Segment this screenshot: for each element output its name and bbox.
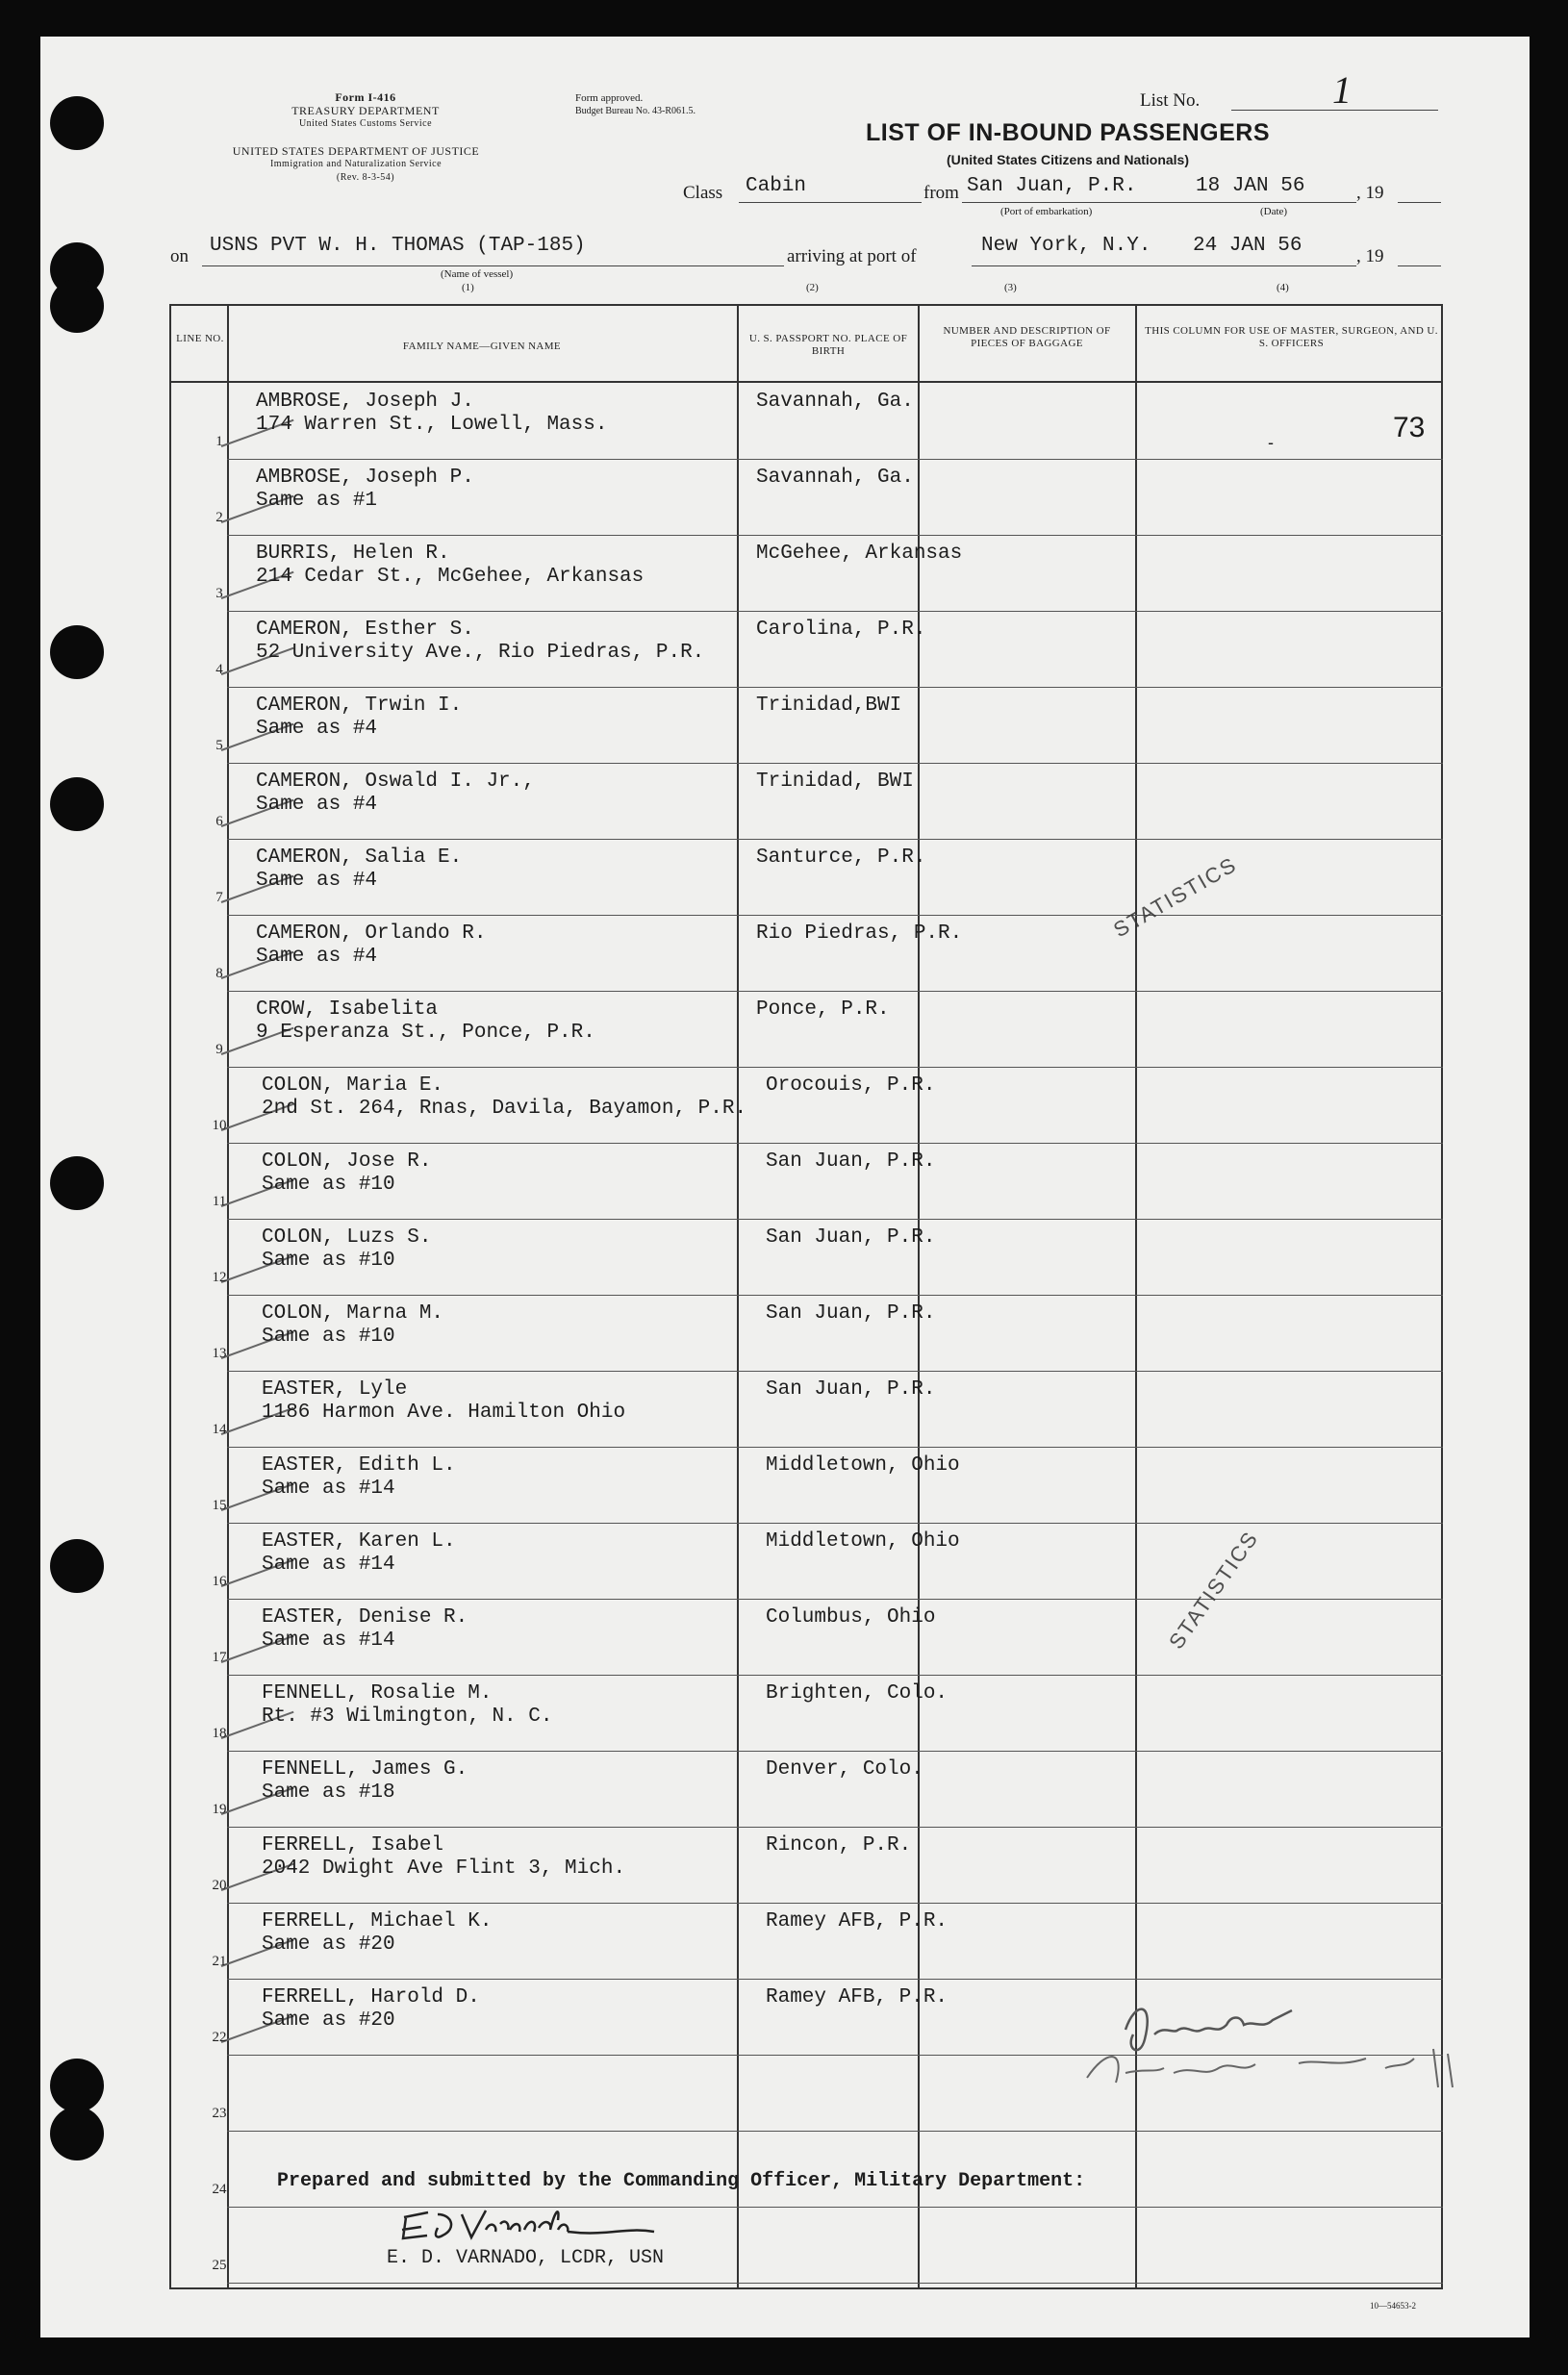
- line-number: 23: [212, 2106, 227, 2121]
- row-divider: [227, 1599, 1443, 1600]
- passenger-name: COLON, Jose R.: [262, 1150, 432, 1173]
- line-number: 16: [212, 1574, 227, 1589]
- column-caption-1: (1): [462, 282, 474, 293]
- binder-hole: [50, 777, 104, 831]
- passenger-name: EASTER, Edith L.: [262, 1454, 456, 1477]
- ins-service: Immigration and Naturalization Service: [269, 159, 443, 169]
- place-of-birth: Carolina, P.R.: [756, 619, 926, 641]
- row-divider: [227, 1523, 1443, 1524]
- line-number: 2: [215, 510, 223, 525]
- header-passport: U. S. PASSPORT NO. PLACE OF BIRTH: [748, 333, 908, 357]
- year-line-1: [1398, 202, 1441, 203]
- place-of-birth: Ramey AFB, P.R.: [766, 1910, 948, 1933]
- row-divider: [227, 1447, 1443, 1448]
- row-divider: [227, 1903, 1443, 1904]
- place-of-birth: San Juan, P.R.: [766, 1150, 936, 1173]
- place-of-birth: San Juan, P.R.: [766, 1226, 936, 1249]
- line-number: 6: [215, 814, 223, 829]
- vessel-caption: (Name of vessel): [441, 268, 514, 280]
- col-divider: [737, 306, 739, 2289]
- line-number: 18: [212, 1726, 227, 1741]
- arriving-label: arriving at port of: [787, 246, 917, 266]
- line-number: 22: [212, 2030, 227, 2045]
- row-divider: [227, 763, 1443, 764]
- passenger-name: CAMERON, Trwin I.: [256, 695, 463, 717]
- passenger-name: FERRELL, Michael K.: [262, 1910, 493, 1933]
- row-divider: [227, 839, 1443, 840]
- passenger-address: Same as #4: [256, 946, 378, 968]
- line-number: 9: [215, 1042, 223, 1057]
- line-number: 4: [215, 662, 223, 677]
- passenger-name: BURRIS, Helen R.: [256, 543, 450, 565]
- place-of-birth: Trinidad,BWI: [756, 695, 902, 717]
- passenger-name: COLON, Maria E.: [262, 1074, 444, 1097]
- row-divider: [227, 459, 1443, 460]
- place-of-birth: Middletown, Ohio: [766, 1530, 960, 1553]
- col-divider: [227, 306, 229, 2289]
- passenger-address: Same as #20: [262, 1933, 395, 1956]
- statistics-stamp: STATISTICS: [1109, 851, 1242, 943]
- binder-hole: [50, 2107, 104, 2160]
- line-number: 3: [215, 586, 223, 601]
- year-label-2: , 19: [1356, 246, 1384, 266]
- passenger-name: COLON, Luzs S.: [262, 1226, 432, 1249]
- passenger-address: Same as #1: [256, 490, 378, 512]
- passenger-name: FENNELL, James G.: [262, 1758, 468, 1781]
- arrival-line: [972, 265, 1356, 266]
- passenger-name: EASTER, Denise R.: [262, 1606, 468, 1629]
- row-divider: [227, 687, 1443, 688]
- class-label: Class: [683, 183, 723, 203]
- signer-name: E. D. VARNADO, LCDR, USN: [387, 2247, 665, 2269]
- treasury-dept: TREASURY DEPARTMENT: [291, 104, 440, 117]
- row-divider: [227, 1827, 1443, 1828]
- line-number: 24: [212, 2182, 227, 2197]
- line-number: 7: [215, 890, 223, 905]
- place-of-birth: Columbus, Ohio: [766, 1606, 936, 1629]
- class-line: [739, 202, 922, 203]
- passenger-address: Same as #4: [256, 870, 378, 892]
- binder-hole: [50, 625, 104, 679]
- passenger-address: 2nd St. 264, Rnas, Davila, Bayamon, P.R.: [262, 1098, 747, 1120]
- passenger-name: CAMERON, Salia E.: [256, 846, 463, 869]
- date-caption: (Date): [1260, 206, 1288, 217]
- row-divider: [227, 535, 1443, 536]
- revision: (Rev. 8-3-54): [336, 172, 395, 183]
- passenger-address: Same as #18: [262, 1781, 395, 1804]
- row-divider: [227, 2131, 1443, 2132]
- row-divider: [227, 2283, 1443, 2284]
- port-embark-caption: (Port of embarkation): [1000, 206, 1093, 217]
- header-baggage: NUMBER AND DESCRIPTION OF PIECES OF BAGGAGE: [943, 325, 1111, 349]
- class-value: Cabin: [746, 175, 807, 197]
- column-caption-2: (2): [806, 282, 819, 293]
- line-number: 11: [212, 1194, 227, 1209]
- column-caption-3: (3): [1004, 282, 1017, 293]
- line-number: 13: [212, 1346, 227, 1361]
- place-of-birth: Rio Piedras, P.R.: [756, 922, 963, 945]
- row-divider: [227, 991, 1443, 992]
- place-of-birth: Middletown, Ohio: [766, 1454, 960, 1477]
- line-number: 21: [212, 1954, 227, 1969]
- row-divider: [227, 1979, 1443, 1980]
- from-port: San Juan, P.R.: [967, 175, 1137, 197]
- header-line-no: LINE NO.: [176, 333, 224, 344]
- line-number: 14: [212, 1422, 227, 1437]
- passenger-address: Same as #14: [262, 1478, 395, 1500]
- passenger-name: COLON, Marna M.: [262, 1302, 444, 1325]
- passenger-name: EASTER, Lyle: [262, 1378, 408, 1401]
- dash-mark: -: [1268, 433, 1274, 452]
- from-line: [962, 202, 1356, 203]
- passenger-address: Same as #4: [256, 794, 378, 816]
- passenger-name: EASTER, Karen L.: [262, 1530, 456, 1553]
- statistics-stamp: STATISTICS: [1164, 1526, 1264, 1654]
- justice-dept: UNITED STATES DEPARTMENT OF JUSTICE: [232, 144, 480, 158]
- passenger-address: Same as #14: [262, 1554, 395, 1576]
- row-divider: [227, 1143, 1443, 1144]
- binder-hole: [50, 2059, 104, 2112]
- header-rule: [169, 381, 1443, 383]
- page-title: LIST OF IN-BOUND PASSENGERS: [866, 119, 1271, 146]
- row-divider: [227, 1675, 1443, 1676]
- binder-hole: [50, 1156, 104, 1210]
- place-of-birth: San Juan, P.R.: [766, 1302, 936, 1325]
- page-subtitle: (United States Citizens and Nationals): [946, 152, 1190, 167]
- line-number: 1: [215, 434, 223, 449]
- passenger-address: Same as #10: [262, 1250, 395, 1272]
- passenger-address: Same as #20: [262, 2009, 395, 2032]
- passenger-name: AMBROSE, Joseph J.: [256, 391, 474, 413]
- list-no-value: 1: [1332, 68, 1352, 112]
- binder-hole: [50, 279, 104, 333]
- line-number: 8: [215, 966, 223, 981]
- place-of-birth: Ponce, P.R.: [756, 998, 890, 1021]
- passenger-address: Same as #4: [256, 718, 378, 740]
- customs-service: United States Customs Service: [298, 118, 433, 129]
- arrival-port: New York, N.Y.: [981, 235, 1151, 257]
- line-number: 20: [212, 1878, 227, 1893]
- line-number: 25: [212, 2258, 227, 2273]
- line-number: 19: [212, 1802, 227, 1817]
- row-divider: [227, 915, 1443, 916]
- form-approved: Form approved.: [575, 92, 644, 104]
- year-label-1: , 19: [1356, 183, 1384, 203]
- passenger-address: 9 Esperanza St., Ponce, P.R.: [256, 1022, 595, 1044]
- from-date: 18 JAN 56: [1196, 175, 1305, 197]
- passenger-address: Same as #14: [262, 1630, 395, 1652]
- vessel-line: [202, 265, 784, 266]
- column-caption-4: (4): [1277, 282, 1289, 293]
- passenger-name: CAMERON, Oswald I. Jr.,: [256, 771, 535, 793]
- passenger-address: Same as #10: [262, 1174, 395, 1196]
- passenger-address: 214 Cedar St., McGehee, Arkansas: [256, 566, 645, 588]
- place-of-birth: Ramey AFB, P.R.: [766, 1986, 948, 2009]
- passenger-name: CAMERON, Esther S.: [256, 619, 474, 641]
- line-number: 10: [212, 1118, 227, 1133]
- place-of-birth: Brighten, Colo.: [766, 1682, 948, 1705]
- place-of-birth: Savannah, Ga.: [756, 467, 914, 489]
- prepared-statement: Prepared and submitted by the Commanding Officer, Military Department:: [277, 2170, 1086, 2192]
- binder-hole: [50, 1539, 104, 1593]
- row-divider: [227, 1371, 1443, 1372]
- passenger-address: 2042 Dwight Ave Flint 3, Mich.: [262, 1857, 626, 1880]
- passenger-address: Rt. #3 Wilmington, N. C.: [262, 1705, 553, 1728]
- header-name: FAMILY NAME—GIVEN NAME: [402, 341, 562, 352]
- row-divider: [227, 1067, 1443, 1068]
- passenger-address: 1186 Harmon Ave. Hamilton Ohio: [262, 1402, 626, 1424]
- list-no-label: List No.: [1140, 90, 1201, 111]
- row-divider: [227, 1295, 1443, 1296]
- place-of-birth: Rincon, P.R.: [766, 1834, 912, 1857]
- passenger-name: FENNELL, Rosalie M.: [262, 1682, 493, 1705]
- header-officers: THIS COLUMN FOR USE OF MASTER, SURGEON, AND U. S. OFFICERS: [1145, 325, 1438, 349]
- passenger-address: Same as #10: [262, 1326, 395, 1348]
- passenger-address: 52 University Ave., Rio Piedras, P.R.: [256, 642, 705, 664]
- place-of-birth: McGehee, Arkansas: [756, 543, 963, 565]
- budget-bureau: Budget Bureau No. 43-R061.5.: [575, 106, 695, 116]
- vessel-name: USNS PVT W. H. THOMAS (TAP-185): [210, 235, 586, 257]
- line-number: 12: [212, 1270, 227, 1285]
- form-number: Form I-416: [335, 90, 396, 104]
- line-number: 17: [212, 1650, 227, 1665]
- year-line-2: [1398, 265, 1441, 266]
- place-of-birth: Santurce, P.R.: [756, 846, 926, 869]
- passenger-name: AMBROSE, Joseph P.: [256, 467, 474, 489]
- row-divider: [227, 1751, 1443, 1752]
- place-of-birth: Orocouis, P.R.: [766, 1074, 936, 1097]
- binder-hole: [50, 96, 104, 150]
- line-number: 5: [215, 738, 223, 753]
- place-of-birth: Trinidad, BWI: [756, 771, 914, 793]
- row-divider: [227, 611, 1443, 612]
- place-of-birth: Savannah, Ga.: [756, 391, 914, 413]
- handwritten-signature-officer: [1068, 1991, 1491, 2107]
- form-code: 10—54653-2: [1370, 2301, 1416, 2311]
- from-label: from: [923, 183, 959, 203]
- arrival-date: 24 JAN 56: [1193, 235, 1302, 257]
- line-number: 15: [212, 1498, 227, 1513]
- passenger-name: FERRELL, Isabel: [262, 1834, 444, 1857]
- passenger-address: 174 Warren St., Lowell, Mass.: [256, 414, 608, 436]
- count-annotation: 73: [1393, 412, 1426, 443]
- place-of-birth: Denver, Colo.: [766, 1758, 923, 1781]
- passenger-name: CROW, Isabelita: [256, 998, 439, 1021]
- row-divider: [227, 1219, 1443, 1220]
- passenger-name: CAMERON, Orlando R.: [256, 922, 487, 945]
- place-of-birth: San Juan, P.R.: [766, 1378, 936, 1401]
- passenger-name: FERRELL, Harold D.: [262, 1986, 480, 2009]
- on-label: on: [170, 246, 189, 266]
